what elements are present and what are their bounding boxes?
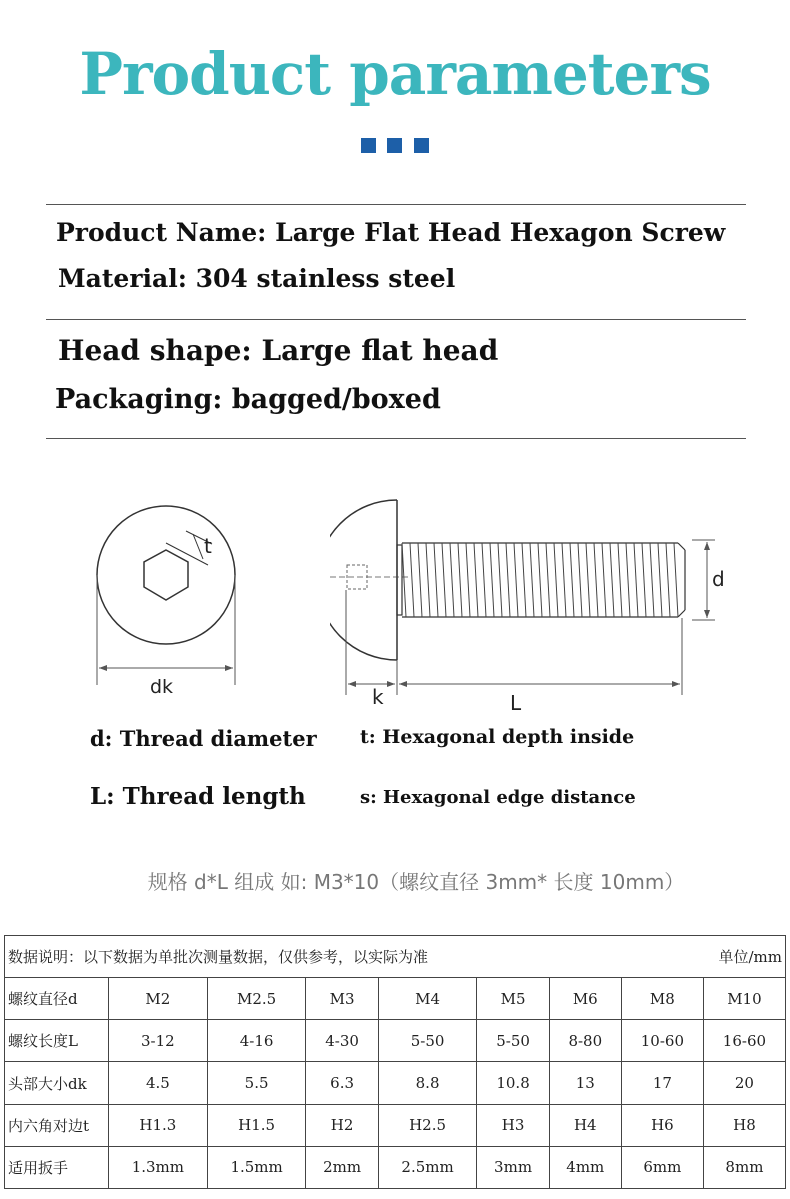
- table-cell: 6mm: [621, 1146, 703, 1188]
- table-cell: 8-80: [549, 1020, 621, 1062]
- thread-line: [586, 543, 590, 617]
- thread-line: [458, 543, 462, 617]
- size-table: [4, 935, 786, 1189]
- thread-line: [490, 543, 494, 617]
- arrow-icon: [99, 665, 107, 671]
- table-cell: H1.5: [207, 1104, 306, 1146]
- thread-line: [610, 543, 614, 617]
- thread-line: [538, 543, 542, 617]
- thread-line: [562, 543, 566, 617]
- row-header: 内六角对边t: [5, 1104, 109, 1146]
- thread-line: [650, 543, 654, 617]
- thread-line: [466, 543, 470, 617]
- thread-line: [546, 543, 550, 617]
- table-cell: 4mm: [549, 1146, 621, 1188]
- table-cell: H4: [549, 1104, 621, 1146]
- thread-line: [642, 543, 646, 617]
- arrow-icon: [387, 681, 395, 687]
- thread-line: [618, 543, 622, 617]
- table-row: [5, 1146, 786, 1188]
- thread-line: [626, 543, 630, 617]
- table-note-cell: [5, 936, 786, 978]
- table-cell: M5: [477, 978, 549, 1020]
- table-cell: M2: [109, 978, 208, 1020]
- table-row: [5, 1020, 786, 1062]
- thread-line: [410, 543, 414, 617]
- label-t: t: [204, 534, 212, 558]
- table-cell: 2.5mm: [378, 1146, 477, 1188]
- arrow-icon: [348, 681, 356, 687]
- table-cell: 8mm: [703, 1146, 785, 1188]
- table-row: [5, 1062, 786, 1104]
- table-cell: 5-50: [477, 1020, 549, 1062]
- table-cell: M3: [306, 978, 378, 1020]
- t-arrow-line: [193, 534, 203, 559]
- thread-line: [658, 543, 662, 617]
- table-cell: 3mm: [477, 1146, 549, 1188]
- label-k: k: [372, 685, 384, 709]
- head-dome: [330, 500, 397, 660]
- table-cell: H6: [621, 1104, 703, 1146]
- hex-socket-icon: [144, 550, 188, 600]
- divider: [46, 438, 746, 439]
- thread-line: [442, 543, 446, 617]
- divider: [46, 204, 746, 205]
- arrow-icon: [704, 610, 710, 618]
- thread-line: [578, 543, 582, 617]
- row-header: 螺纹直径d: [5, 978, 109, 1020]
- page-title: Product parameters: [79, 40, 711, 108]
- screw-side-view-diagram: [330, 490, 750, 720]
- thread-line: [634, 543, 638, 617]
- thread-line: [674, 543, 678, 617]
- table-cell: H2: [306, 1104, 378, 1146]
- table-cell: 8.8: [378, 1062, 477, 1104]
- table-cell: M6: [549, 978, 621, 1020]
- row-header: 适用扳手: [5, 1146, 109, 1188]
- thread-line: [402, 543, 406, 617]
- table-note: 数据说明：以下数据为单批次测量数据，仅供参考，以实际为准: [8, 948, 429, 967]
- table-cell: 4-16: [207, 1020, 306, 1062]
- arrow-icon: [672, 681, 680, 687]
- table-cell: 5.5: [207, 1062, 306, 1104]
- table-cell: 10.8: [477, 1062, 549, 1104]
- divider: [46, 319, 746, 320]
- table-cell: 4-30: [306, 1020, 378, 1062]
- table-cell: 13: [549, 1062, 621, 1104]
- decoration-square: [387, 138, 402, 153]
- thread-section: [402, 543, 685, 617]
- thread-line: [450, 543, 454, 617]
- table-cell: 6.3: [306, 1062, 378, 1104]
- thread-line: [522, 543, 526, 617]
- table-cell: 20: [703, 1062, 785, 1104]
- thread-line: [506, 543, 510, 617]
- table-row: [5, 978, 786, 1020]
- thread-line: [474, 543, 478, 617]
- thread-line: [594, 543, 598, 617]
- table-row: [5, 1104, 786, 1146]
- label-L: L: [510, 691, 522, 715]
- screw-top-view-diagram: [90, 495, 250, 705]
- table-cell: 16-60: [703, 1020, 785, 1062]
- arrow-icon: [704, 542, 710, 550]
- table-cell: H1.3: [109, 1104, 208, 1146]
- table-cell: 10-60: [621, 1020, 703, 1062]
- legend-t: t: Hexagonal depth inside: [360, 726, 635, 748]
- legend-s: s: Hexagonal edge distance: [360, 787, 636, 808]
- table-cell: 1.3mm: [109, 1146, 208, 1188]
- head-shape: Head shape: Large flat head: [58, 334, 499, 367]
- head-circle: [97, 506, 235, 644]
- thread-line: [666, 543, 670, 617]
- table-cell: 2mm: [306, 1146, 378, 1188]
- thread-line: [554, 543, 558, 617]
- decoration-square: [361, 138, 376, 153]
- spec-formula: 规格 d*L 组成 如: M3*10（螺纹直径 3mm* 长度 10mm）: [147, 870, 685, 894]
- thread-line: [530, 543, 534, 617]
- thread-line: [602, 543, 606, 617]
- table-unit: 单位/mm: [718, 948, 782, 967]
- row-header: 头部大小dk: [5, 1062, 109, 1104]
- arrow-icon: [399, 681, 407, 687]
- table-cell: M2.5: [207, 978, 306, 1020]
- packaging: Packaging: bagged/boxed: [55, 384, 441, 415]
- table-cell: 1.5mm: [207, 1146, 306, 1188]
- product-name: Product Name: Large Flat Head Hexagon Screw: [56, 218, 726, 247]
- table-cell: H2.5: [378, 1104, 477, 1146]
- thread-line: [514, 543, 518, 617]
- thread-line: [570, 543, 574, 617]
- thread-line: [434, 543, 438, 617]
- table-cell: M10: [703, 978, 785, 1020]
- title-decoration: [361, 138, 431, 154]
- legend-d: d: Thread diameter: [90, 726, 317, 751]
- table-cell: H3: [477, 1104, 549, 1146]
- table-cell: 3-12: [109, 1020, 208, 1062]
- thread-line: [498, 543, 502, 617]
- table-cell: 5-50: [378, 1020, 477, 1062]
- material: Material: 304 stainless steel: [58, 264, 456, 293]
- table-cell: H8: [703, 1104, 785, 1146]
- thread-line: [418, 543, 422, 617]
- table-note-row: [5, 936, 786, 978]
- table-cell: M8: [621, 978, 703, 1020]
- table-cell: M4: [378, 978, 477, 1020]
- decoration-square: [414, 138, 429, 153]
- label-dk: dk: [150, 676, 174, 698]
- label-d: d: [712, 567, 725, 591]
- row-header: 螺纹长度L: [5, 1020, 109, 1062]
- legend-L: L: Thread length: [90, 783, 306, 810]
- thread-line: [482, 543, 486, 617]
- arrow-icon: [225, 665, 233, 671]
- table-cell: 4.5: [109, 1062, 208, 1104]
- thread-line: [426, 543, 430, 617]
- table-cell: 17: [621, 1062, 703, 1104]
